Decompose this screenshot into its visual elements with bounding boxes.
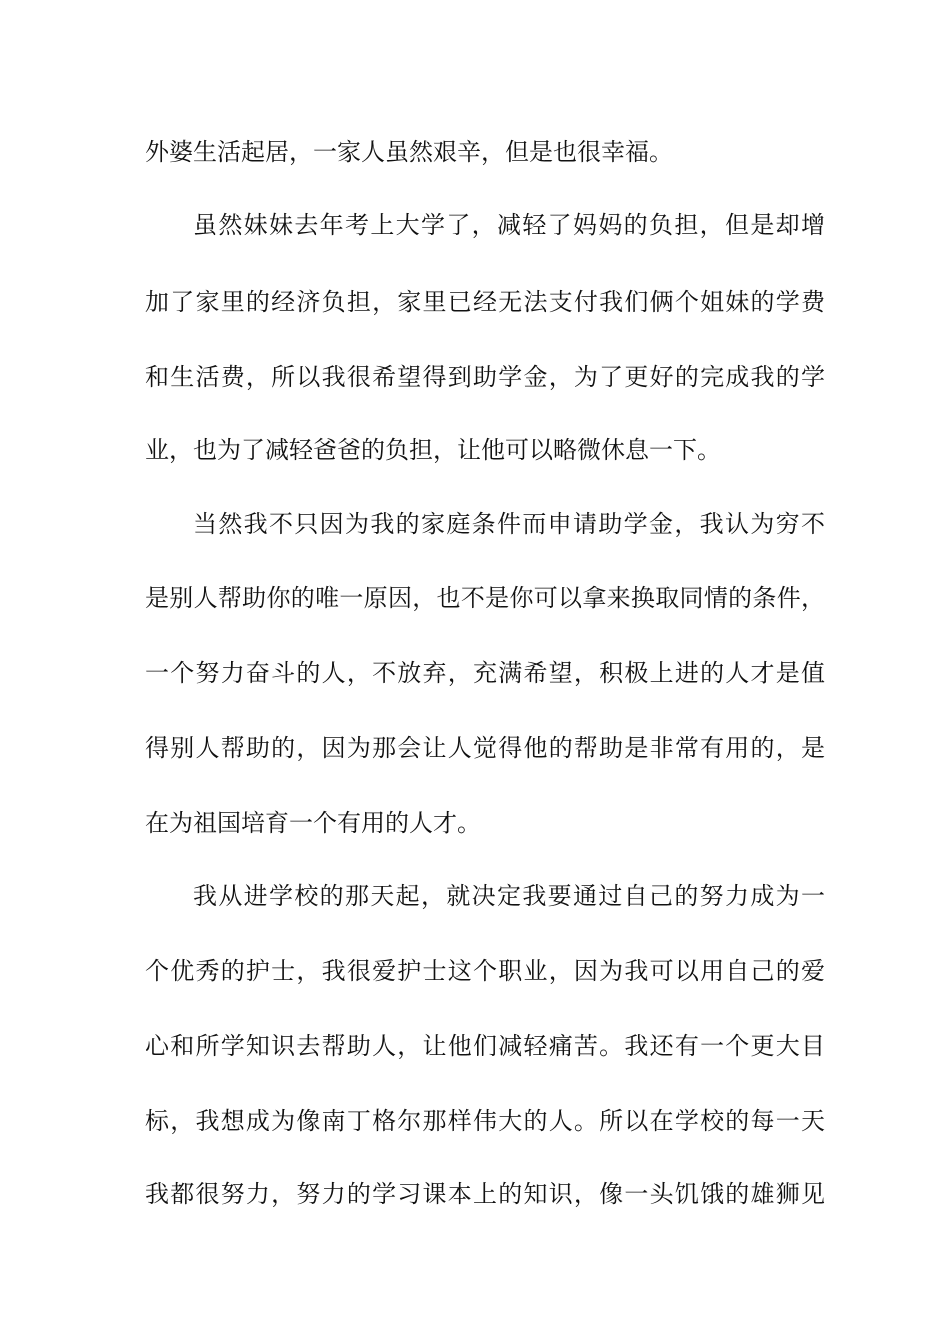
text-line: 我从进学校的那天起，就决定我要通过自己的努力成为一: [193, 882, 825, 910]
text-line: 我都很努力，努力的学习课本上的知识，像一头饥饿的雄狮见: [145, 1180, 825, 1208]
text-line: 加了家里的经济负担，家里已经无法支付我们俩个姐妹的学费: [145, 288, 825, 316]
text-line: 心和所学知识去帮助人，让他们减轻痛苦。我还有一个更大目: [145, 1032, 825, 1060]
text-line: 和生活费，所以我很希望得到助学金，为了更好的完成我的学: [145, 363, 825, 391]
text-line: 业，也为了减轻爸爸的负担，让他可以略微休息一下。: [145, 436, 721, 464]
text-line: 得别人帮助的，因为那会让人觉得他的帮助是非常有用的，是: [145, 734, 825, 762]
text-line: 在为祖国培育一个有用的人才。: [145, 809, 481, 837]
text-line: 外婆生活起居，一家人虽然艰辛，但是也很幸福。: [145, 138, 673, 166]
text-line: 当然我不只因为我的家庭条件而申请助学金，我认为穷不: [193, 510, 825, 538]
text-line: 一个努力奋斗的人，不放弃，充满希望，积极上进的人才是值: [145, 659, 825, 687]
text-line: 个优秀的护士，我很爱护士这个职业，因为我可以用自己的爱: [145, 957, 825, 985]
text-line: 虽然妹妹去年考上大学了，减轻了妈妈的负担，但是却增: [193, 211, 825, 239]
text-line: 标，我想成为像南丁格尔那样伟大的人。所以在学校的每一天: [145, 1107, 825, 1135]
text-line: 是别人帮助你的唯一原因，也不是你可以拿来换取同情的条件，: [145, 584, 825, 612]
